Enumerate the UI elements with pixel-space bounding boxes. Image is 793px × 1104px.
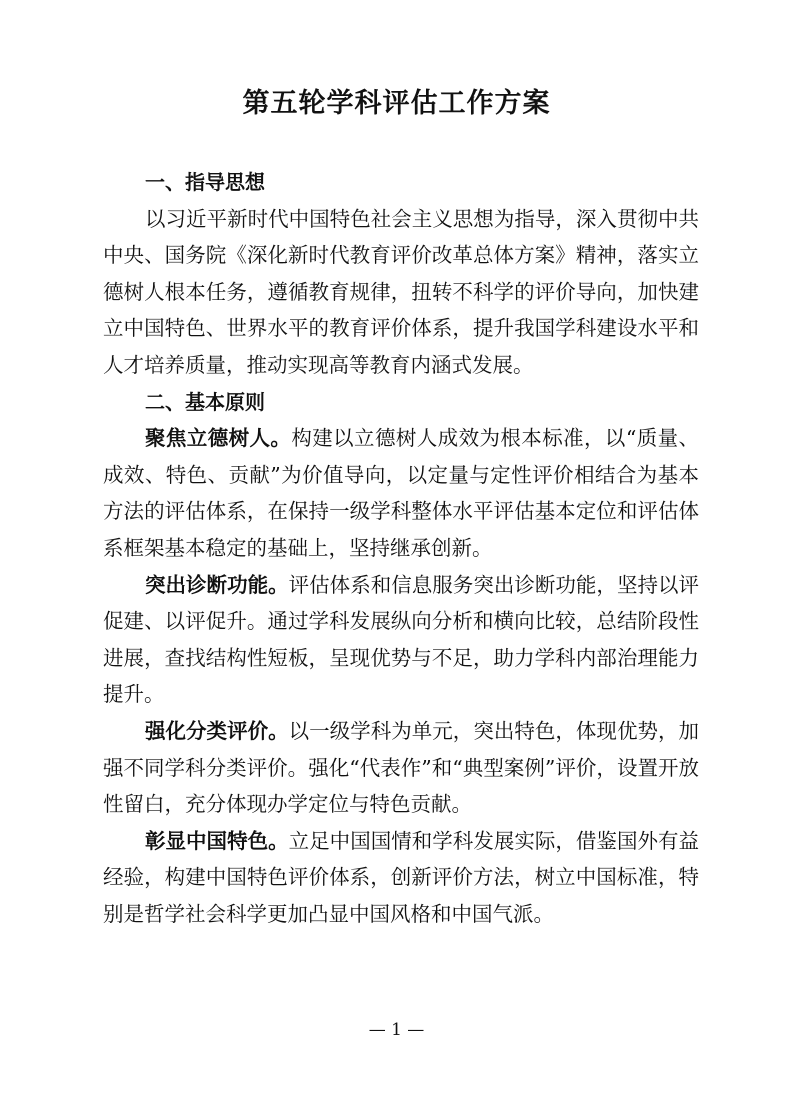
principle-text: 立足中国国情和学科发展实际，借鉴国外有益经验，构建中国特色评价体系，创新评价方法，树立中国标准，特别是哲学社会科学更加凸显中国风格和中国气派。: [103, 828, 700, 926]
principle-text: 构建以立德树人成效为根本标准，以“质量、成效、特色、贡献”为价值导向，以定量与定性评价相结合为基本方法的评估体系，在保持一级学科整体水平评估基本定位和评估体系框架基本稳定的基础上，坚持继承创新。: [103, 426, 700, 560]
page-number: — 1 —: [368, 1020, 425, 1040]
document-body: [103, 164, 699, 932]
principle-lead: 彰显中国特色。: [145, 828, 289, 853]
principle-lead: 聚焦立德树人。: [145, 426, 292, 451]
principle-lead: 强化分类评价。: [145, 718, 289, 743]
principle-text: 以一级学科为单元，突出特色，体现优势，加强不同学科分类评价。强化“代表作”和“典型案例”评价，设置开放性留白，充分体现办学定位与特色贡献。: [103, 718, 700, 817]
principle-lead: 突出诊断功能。: [145, 572, 289, 597]
guiding-ideology-paragraph: 以习近平新时代中国特色社会主义思想为指导，深入贯彻中共中央、国务院《深化新时代教育评价改革总体方案》精神，落实立德树人根本任务，遵循教育规律，扭转不科学的评价导向，加快建立中国特色、世界水平的教育评价体系，提升我国学科建设水平和人才培养质量，推动实现高等教育内涵式发展。: [103, 206, 699, 377]
document-title: 第五轮学科评估工作方案: [242, 88, 551, 119]
principle-paragraph: [103, 823, 699, 933]
principle-paragraph: [103, 713, 699, 823]
section-heading-basic-principles: 二、基本原则: [145, 389, 265, 414]
principle-text: 评估体系和信息服务突出诊断功能，坚持以评促建、以评促升。通过学科发展纵向分析和横向比较，总结阶段性进展，查找结构性短板，呈现优势与不足，助力学科内部治理能力提升。: [103, 572, 700, 707]
section-heading-guiding-ideology: 一、指导思想: [145, 170, 265, 194]
principle-paragraph: [103, 420, 699, 566]
principle-paragraph: [103, 567, 699, 713]
